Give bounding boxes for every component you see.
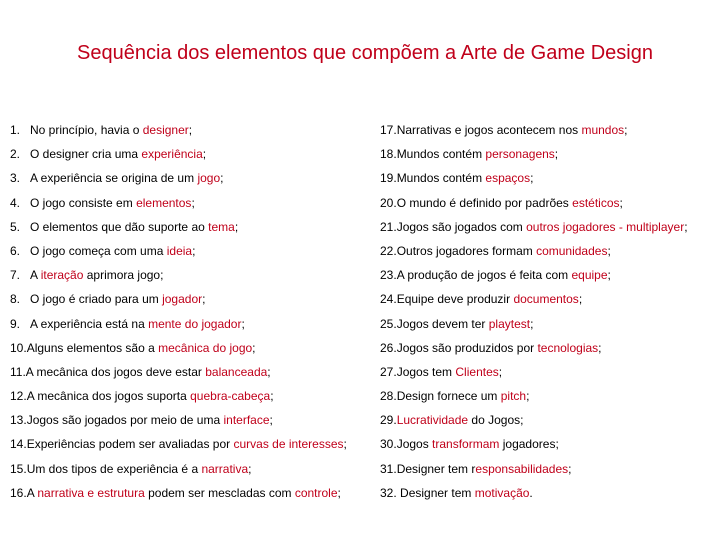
highlighted-term: jogador <box>162 292 203 307</box>
item-number: 16. <box>10 485 27 500</box>
list-item <box>380 267 720 291</box>
item-number: 25. <box>380 316 397 331</box>
item-number: 9. <box>10 316 21 331</box>
item-text: Jogos devem ter <box>396 316 489 331</box>
list-item <box>380 412 720 436</box>
list-item <box>380 485 720 509</box>
item-number: 10. <box>10 340 27 355</box>
highlighted-term: motivação <box>474 485 530 500</box>
item-text: O mundo é definido por padrões <box>396 195 573 210</box>
item-text: A experiência se origina de um <box>30 171 198 186</box>
highlighted-term: iteração <box>40 268 84 283</box>
item-number: 1. <box>10 123 21 137</box>
item-text: ; <box>568 461 572 476</box>
item-text: Mundos contém <box>396 147 486 162</box>
item-text: podem ser mescladas com <box>144 485 295 500</box>
list-item <box>380 340 720 364</box>
list-item <box>380 364 720 388</box>
item-text: O jogo começa com uma <box>30 243 167 258</box>
list-item <box>380 195 720 219</box>
item-text: A experiência está na <box>30 316 149 331</box>
highlighted-term: jogo <box>197 171 221 186</box>
list-item <box>380 316 720 340</box>
item-text: ; <box>202 147 207 162</box>
item-number: 7. <box>10 268 21 283</box>
item-text: ; <box>270 389 274 404</box>
item-number: 17. <box>380 123 397 137</box>
list-item <box>10 122 375 146</box>
highlighted-term: elementos <box>136 195 192 210</box>
list-item <box>10 170 375 194</box>
item-text: ; <box>684 219 688 234</box>
list-item <box>10 291 375 315</box>
item-text: Um dos tipos de experiência é a <box>26 461 202 476</box>
item-text: Designer tem <box>396 485 475 500</box>
item-text: ; <box>526 389 530 404</box>
list-item <box>380 461 720 485</box>
highlighted-term: pitch <box>500 389 527 404</box>
item-number: 13. <box>10 413 27 428</box>
left-column-list <box>10 122 375 509</box>
highlighted-term: esponsabilidades <box>475 461 569 476</box>
highlighted-term: documentos <box>513 292 579 307</box>
item-number: 20. <box>380 195 397 210</box>
list-item <box>380 170 720 194</box>
item-text: ; <box>188 123 193 137</box>
item-text: aprimora jogo; <box>83 268 164 283</box>
list-item <box>380 436 720 460</box>
highlighted-term: outros jogadores - multiplayer <box>526 219 685 234</box>
item-text: Designer tem r <box>396 461 476 476</box>
item-text: ; <box>202 292 206 307</box>
highlighted-term: tecnologias <box>537 340 599 355</box>
item-text: ; <box>248 461 252 476</box>
list-item <box>380 243 720 267</box>
highlighted-term: balanceada <box>205 364 268 379</box>
list-item <box>10 316 375 340</box>
list-item <box>10 461 375 485</box>
item-text: ; <box>241 316 245 331</box>
highlighted-term: quebra-cabeça <box>190 389 271 404</box>
item-number: 31. <box>380 461 397 476</box>
item-text: Outros jogadores formam <box>396 243 537 258</box>
item-text: ; <box>624 123 628 137</box>
list-item <box>10 195 375 219</box>
item-text: Design fornece um <box>396 389 501 404</box>
item-number: 14. <box>10 437 27 452</box>
item-text: Mundos contém <box>396 171 486 186</box>
item-text: ; <box>252 340 256 355</box>
highlighted-term: narrativa <box>201 461 249 476</box>
item-text: ; <box>578 292 583 307</box>
item-number: 19. <box>380 171 397 186</box>
item-text: Narrativas e jogos acontecem nos <box>396 123 582 137</box>
item-text: O jogo consiste em <box>30 195 137 210</box>
list-item <box>10 436 375 460</box>
right-column-list <box>380 122 720 509</box>
item-number: 32. <box>380 485 397 500</box>
item-number: 23. <box>380 268 397 283</box>
highlighted-term: playtest <box>488 316 531 331</box>
item-text: A produção de jogos é feita com <box>396 268 572 283</box>
list-item <box>10 146 375 170</box>
item-number: 21. <box>380 219 397 234</box>
highlighted-term: personagens <box>485 147 555 162</box>
item-text: A <box>26 485 38 500</box>
list-item <box>10 267 375 291</box>
item-text: Jogos tem <box>396 364 456 379</box>
item-text: . <box>529 485 533 500</box>
item-number: 29. <box>380 413 397 428</box>
list-item <box>10 412 375 436</box>
item-text: O elementos que dão suporte ao <box>30 219 209 234</box>
item-number: 4. <box>10 195 21 210</box>
item-text: Jogos são jogados por meio de uma <box>26 413 224 428</box>
highlighted-term: estéticos <box>572 195 620 210</box>
item-number: 12. <box>10 389 27 404</box>
item-text: Alguns elementos são a <box>26 340 159 355</box>
highlighted-term: comunidades <box>536 243 608 258</box>
item-number: 28. <box>380 389 397 404</box>
list-item <box>10 340 375 364</box>
item-number: 24. <box>380 292 397 307</box>
highlighted-term: curvas de interesses <box>233 437 344 452</box>
item-number: 26. <box>380 340 397 355</box>
page-title: Sequência dos elementos que compõem a Arte de Game Design <box>77 42 653 64</box>
item-text: Jogos são produzidos por <box>396 340 538 355</box>
highlighted-term: narrativa e estrutura <box>37 485 145 500</box>
highlighted-term: mente do jogador <box>148 316 242 331</box>
highlighted-term: Clientes <box>455 364 499 379</box>
list-item <box>10 485 375 509</box>
item-text: jogadores; <box>499 437 559 452</box>
item-number: 2. <box>10 147 21 162</box>
item-text: O jogo é criado para um <box>30 292 163 307</box>
highlighted-term: transformam <box>432 437 500 452</box>
item-number: 5. <box>10 219 21 234</box>
item-number: 30. <box>380 437 397 452</box>
item-text: ; <box>191 195 195 210</box>
highlighted-term: espaços <box>485 171 531 186</box>
item-number: 27. <box>380 364 397 379</box>
list-item <box>380 146 720 170</box>
highlighted-term: tema <box>208 219 235 234</box>
list-item <box>380 122 720 146</box>
highlighted-term: Lucratividade <box>396 413 469 428</box>
list-item <box>380 388 720 412</box>
item-text: Equipe deve produzir <box>396 292 514 307</box>
item-text: ; <box>192 243 196 258</box>
item-text: Jogos são jogados com <box>396 219 527 234</box>
item-number: 22. <box>380 243 397 258</box>
item-text: ; <box>598 340 602 355</box>
item-text: ; <box>619 195 623 210</box>
highlighted-term: equipe <box>571 268 608 283</box>
item-text: Experiências podem ser avaliadas por <box>26 437 234 452</box>
list-item <box>10 243 375 267</box>
highlighted-term: controle <box>294 485 338 500</box>
item-text: ; <box>343 437 347 452</box>
item-text: ; <box>530 171 534 186</box>
item-text: ; <box>498 364 503 379</box>
item-text: ; <box>337 485 341 500</box>
item-number: 8. <box>10 292 21 307</box>
list-item <box>10 388 375 412</box>
item-number: 15. <box>10 461 27 476</box>
highlighted-term: designer <box>142 123 189 137</box>
item-number: 3. <box>10 171 21 186</box>
item-text: No princípio, havia o <box>30 123 143 137</box>
list-item <box>380 291 720 315</box>
list-item <box>380 219 720 243</box>
item-text: ; <box>234 219 239 234</box>
highlighted-term: experiência <box>141 147 203 162</box>
item-text: ; <box>269 413 273 428</box>
item-text: Jogos <box>396 437 433 452</box>
item-text: A <box>30 268 41 283</box>
item-text: ; <box>554 147 559 162</box>
highlighted-term: interface <box>223 413 270 428</box>
list-item <box>10 219 375 243</box>
item-number: 18. <box>380 147 397 162</box>
highlighted-term: mundos <box>581 123 625 137</box>
item-text: ; <box>607 243 611 258</box>
item-number: 6. <box>10 243 21 258</box>
item-text: O designer cria uma <box>30 147 142 162</box>
item-text: ; <box>220 171 224 186</box>
item-text: ; <box>267 364 271 379</box>
item-number: 11. <box>10 364 26 379</box>
item-text: A mecânica dos jogos suporta <box>26 389 191 404</box>
list-item <box>10 364 375 388</box>
item-text: ; <box>607 268 611 283</box>
item-text: A mecânica dos jogos deve estar <box>25 364 206 379</box>
item-text: ; <box>530 316 534 331</box>
highlighted-term: ideia <box>166 243 193 258</box>
highlighted-term: mecânica do jogo <box>158 340 253 355</box>
item-text: do Jogos; <box>468 413 524 428</box>
